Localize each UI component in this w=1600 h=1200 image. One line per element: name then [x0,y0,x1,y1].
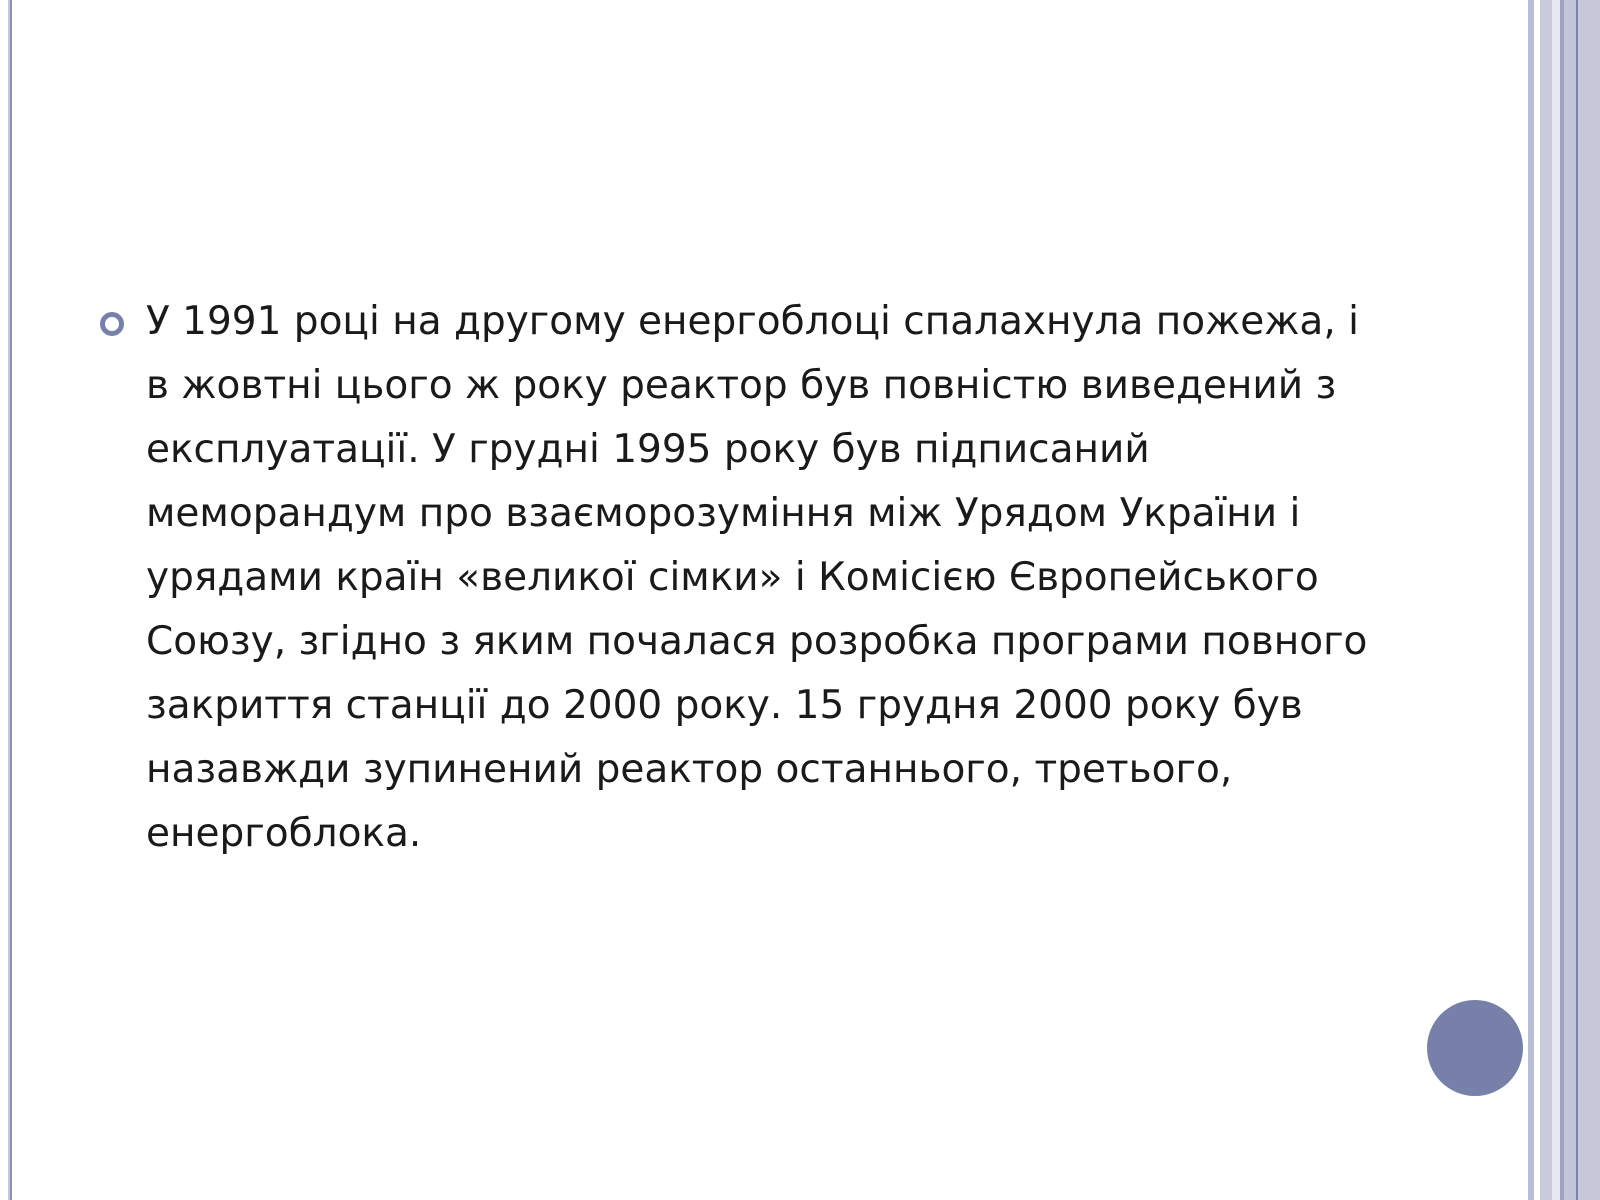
left-border-decoration [0,0,12,1200]
bullet-text: У 1991 році на другому енергоблоці спалахнула пожежа, і в жовтні цього ж року реактор був повністю виведений з експлуатації. У грудні 1995 року був підписаний меморандум про взаєморозуміння між Урядом України і урядами країн «великої сімки» і Комісією Європейського Союзу, згідно з яким почалася розробка програми повного закриття станції до 2000 року. 15 грудня 2000 року був назавжди зупинений реактор останнього, третього, енергоблока. [146,299,1368,856]
right-stripe-decoration [1528,0,1600,1200]
slide-content [100,290,1400,866]
bullet-item [100,290,1400,866]
ring-bullet-icon [100,312,124,336]
circle-accent-decoration [1427,1000,1523,1096]
